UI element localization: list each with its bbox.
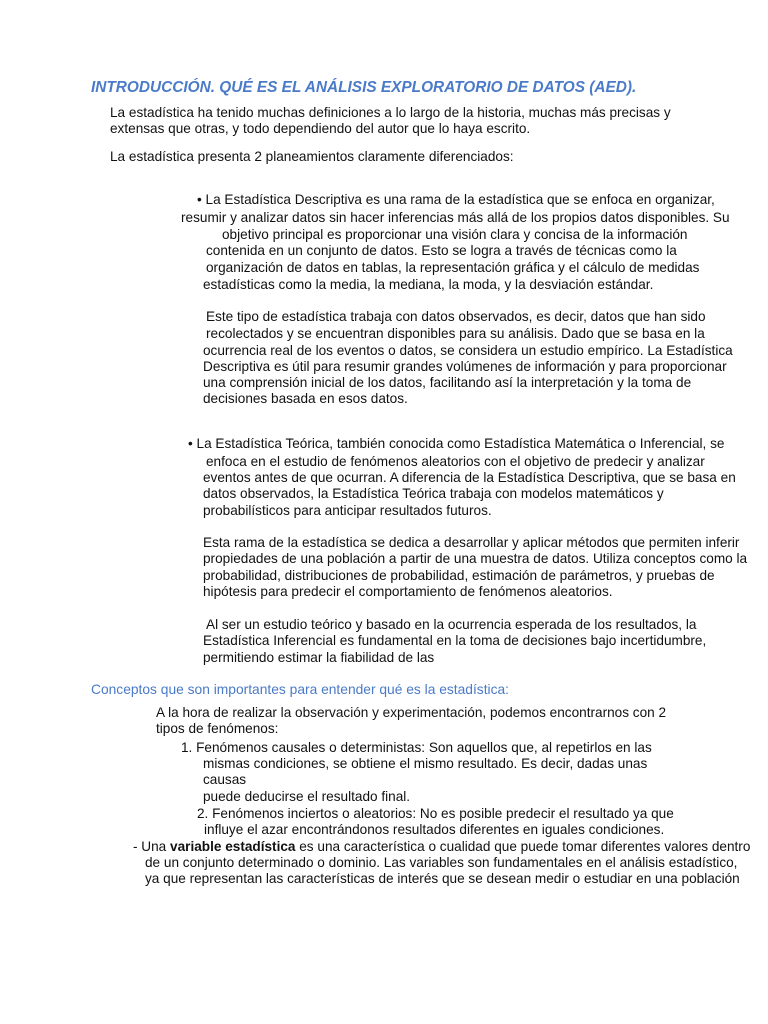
text-line: una comprensión inicial de los datos, facilitando así la interpretación y la toma de: [203, 375, 692, 390]
text-line: eventos antes de que ocurran. A diferencia de la Estadística Descriptiva, que se basa en: [203, 470, 736, 485]
text-line: enfoca en el estudio de fenómenos aleatorios con el objetivo de predecir y analizar: [206, 454, 705, 469]
bullet-line: • La Estadística Teórica, también conocida como Estadística Matemática o Inferencial, se: [188, 436, 725, 451]
intro-paragraph-2: La estadística presenta 2 planeamientos claramente diferenciados:: [110, 149, 514, 164]
text-line: objetivo principal es proporcionar una visión clara y concisa de la información: [222, 227, 688, 242]
text-line: Al ser un estudio teórico y basado en la ocurrencia esperada de los resultados, la: [206, 617, 697, 632]
text-line: propiedades de una población a partir de una muestra de datos. Utiliza conceptos como la: [203, 551, 748, 566]
text-line: permitiendo estimar la fiabilidad de las: [203, 650, 435, 665]
text-line: influye el azar encontrándonos resultados diferentes en iguales condiciones.: [204, 822, 665, 837]
text-line: probabilísticos para anticipar resultados futuros.: [203, 503, 492, 518]
text-line: resumir y analizar datos sin hacer inferencias más allá de los propios datos disponibles. Su: [181, 210, 730, 225]
variable-prefix: - Una: [133, 839, 171, 854]
page-title: INTRODUCCIÓN. QUÉ ES EL ANÁLISIS EXPLORATORIO DE DATOS (AED).: [91, 79, 637, 96]
text-line: recolectados y se encuentran disponibles para su análisis. Dado que se basa en la: [206, 326, 705, 341]
text-line: Estadística Inferencial es fundamental en la toma de decisiones bajo incertidumbre,: [203, 633, 707, 648]
variable-term: variable estadística: [170, 839, 296, 854]
section-heading-conceptos: Conceptos que son importantes para entender qué es la estadística:: [91, 682, 510, 697]
text-line: de un conjunto determinado o dominio. Las variables son fundamentales en el análisis estadístico,: [145, 855, 738, 870]
text-line: 1. Fenómenos causales o deterministas: Son aquellos que, al repetirlos en las: [181, 740, 652, 755]
text-line: organización de datos en tablas, la representación gráfica y el cálculo de medidas: [206, 260, 700, 275]
text-line: decisiones basada en esos datos.: [203, 391, 408, 406]
text-line: hipótesis para predecir el comportamiento de fenómenos aleatorios.: [203, 584, 613, 599]
text-line: puede deducirse el resultado final.: [203, 789, 411, 804]
text-line: causas: [203, 772, 247, 787]
text-line: Esta rama de la estadística se dedica a desarrollar y aplicar métodos que permiten inferir: [203, 535, 740, 550]
text-line: tipos de fenómenos:: [156, 721, 279, 736]
text-line: extensas que otras, y todo dependiendo del autor que lo haya escrito.: [110, 121, 531, 136]
text-line: Este tipo de estadística trabaja con datos observados, es decir, datos que han sido: [206, 309, 706, 324]
text-line: datos observados, la Estadística Teórica trabaja con modelos matemáticos y: [203, 486, 664, 501]
text-line: ocurrencia real de los eventos o datos, se considera un estudio empírico. La Estadística: [203, 343, 733, 358]
text-line: Descriptiva es útil para resumir grandes volúmenes de información y para proporcionar: [203, 359, 727, 374]
text-line: 2. Fenómenos inciertos o aleatorios: No es posible predecir el resultado ya que: [197, 806, 674, 821]
variable-definition: es una característica o cualidad que puede tomar diferentes valores dentro: [295, 839, 751, 854]
text-line: A la hora de realizar la observación y experimentación, podemos encontrarnos con 2: [156, 705, 667, 720]
text-line: mismas condiciones, se obtiene el mismo resultado. Es decir, dadas unas: [203, 756, 648, 771]
text-line: [133, 839, 750, 856]
text-line: ya que representan las características de interés que se desean medir o estudiar en una población: [145, 871, 740, 886]
text-line: probabilidad, distribuciones de probabilidad, estimación de parámetros, y pruebas de: [203, 568, 715, 583]
bullet-line: • La Estadística Descriptiva es una rama de la estadística que se enfoca en organizar,: [197, 192, 715, 207]
text-line: contenida en un conjunto de datos. Esto se logra a través de técnicas como la: [206, 243, 677, 258]
text-line: La estadística ha tenido muchas definiciones a lo largo de la historia, muchas más precisas y: [110, 105, 671, 120]
text-line: estadísticas como la media, la mediana, la moda, y la desviación estándar.: [203, 277, 654, 292]
